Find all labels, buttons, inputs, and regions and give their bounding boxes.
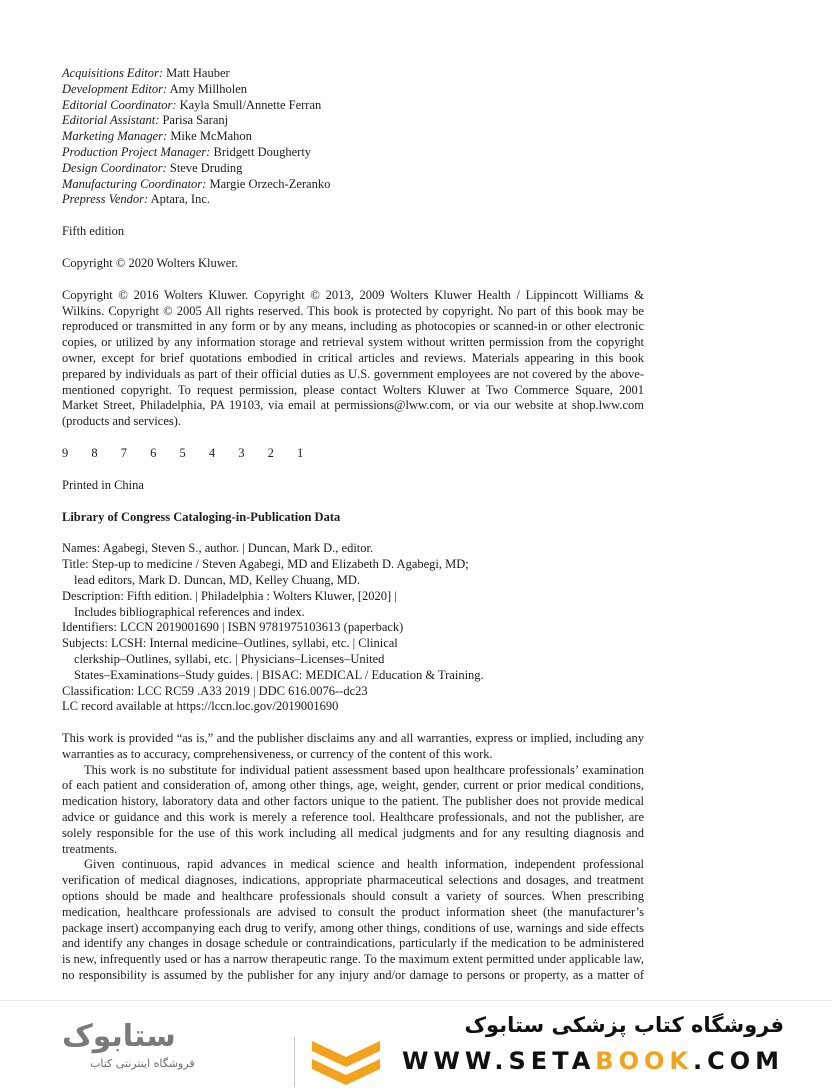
credit-name: Amy Millholen <box>169 81 248 96</box>
disclaimer-paragraph: Given continuous, rapid advances in medical science and health information, independent professional verification of medical diagnoses, indications, appropriate pharmaceutical selections and dosages, and treatment options should be made and healthcare professionals should consult a variety of sources. When prescribing medication, healthcare professionals are advised to consult the product information sheet (the manufacturer’s package insert) accompanying each drug to verify, among other things, conditions of use, warnings and side effects and identify any changes in dosage schedule or contraindications, particularly if the medication to be administered is new, infrequently used or has a narrow therapeutic range. To the maximum extent permitted under applicable law, no responsibility is assumed by the publisher for any injury and/or damage to persons or property, as a matter of <box>62 857 644 983</box>
credit-role: Development Editor: <box>62 81 168 96</box>
credit-name: Matt Hauber <box>166 66 230 80</box>
cip-line: States–Examinations–Study guides. | BISAC: MEDICAL / Education & Training. <box>74 667 484 682</box>
credit-role: Production Project Manager: <box>62 144 211 159</box>
store-name: فروشگاه کتاب پزشکی ستابوک <box>464 1013 784 1037</box>
credit-role: Design Coordinator: <box>62 160 167 175</box>
credit-line <box>62 98 644 114</box>
logo-subtitle: فروشگاه اینترنتی کتاب <box>90 1057 195 1070</box>
chevron-logo-icon <box>310 1037 382 1089</box>
credit-line <box>62 177 644 193</box>
credit-role: Prepress Vendor: <box>62 192 149 207</box>
copyright-notice: Copyright © 2016 Wolters Kluwer. Copyright © 2013, 2009 Wolters Kluwer Health / Lippincott Williams & Wilkins. Copyright © 2005 All rights reserved. This book is protected by copyright. No part of this book may be reproduced or transmitted in any form or by any means, including as photocopies or scanned-in or other electronic copies, or utilized by any information storage and retrieval system without written permission from the copyright owner, except for brief quotations embodied in critical articles and reviews. Materials appearing in this book prepared by individuals as part of their official duties as U.S. government employees are not covered by the above-mentioned copyright. To request permission, please contact Wolters Kluwer at Two Commerce Square, 2001 Market Street, Philadelphia, PA 19103, via email at permissions@lww.com, or via our website at shop.lww.com (products and services). <box>62 287 644 429</box>
disclaimer-paragraph: This work is no substitute for individual patient assessment based upon healthcare professionals’ examination of each patient and consideration of, among other things, age, weight, gender, current or prior medical conditions, medication history, laboratory data and other factors unique to the patient. The publisher does not provide medical advice or guidance and this work is merely a reference tool. Healthcare professionals, and not the publisher, are solely responsible for the use of this work including all medical judgments and for any resulting diagnosis and treatments. <box>62 762 644 856</box>
credit-name: Steve Druding <box>169 160 243 175</box>
printed-in: Printed in China <box>62 477 144 492</box>
credit-line <box>62 145 644 161</box>
disclaimer-paragraph: This work is provided “as is,” and the publisher disclaims any and all warranties, express or implied, including any warranties as to accuracy, comprehensiveness, or currency of the content of this work. <box>62 731 644 761</box>
url-prefix: WWW.SETA <box>401 1047 596 1075</box>
cip-line: Subjects: LCSH: Internal medicine–Outlines, syllabi, etc. | Clinical <box>62 636 398 651</box>
credit-line <box>62 66 644 82</box>
cip-line: Title: Step-up to medicine / Steven Agabegi, MD and Elizabeth D. Agabegi, MD; <box>62 557 469 572</box>
credit-role: Editorial Coordinator: <box>62 97 177 112</box>
cip-heading: Library of Congress Cataloging-in-Publication Data <box>62 509 341 524</box>
cip-line: Classification: LCC RC59 .A33 2019 | DDC 616.0076--dc23 <box>62 683 368 698</box>
credit-role: Manufacturing Coordinator: <box>62 176 207 191</box>
credit-line <box>62 113 644 129</box>
logo-text: ستابوک <box>62 1019 176 1054</box>
cip-line: Names: Agabegi, Steven S., author. | Duncan, Mark D., editor. <box>62 541 374 556</box>
credit-name: Margie Orzech-Zeranko <box>209 176 331 191</box>
cip-line: Includes bibliographical references and index. <box>74 604 305 619</box>
url-suffix: .COM <box>692 1047 784 1075</box>
credit-line <box>62 82 644 98</box>
cip-data-block <box>62 541 644 715</box>
edition-text: Fifth edition <box>62 224 125 239</box>
credit-role: Editorial Assistant: <box>62 113 160 128</box>
credit-line <box>62 192 644 208</box>
copyright-short: Copyright © 2020 Wolters Kluwer. <box>62 255 238 270</box>
credits-list <box>62 66 644 208</box>
credit-role: Acquisitions Editor: <box>62 66 164 80</box>
cip-line: Description: Fifth edition. | Philadelphia : Wolters Kluwer, [2020] | <box>62 588 397 603</box>
cip-line: LC record available at https://lccn.loc.gov/2019001690 <box>62 699 339 714</box>
credit-role: Marketing Manager: <box>62 129 168 144</box>
store-url[interactable] <box>402 1047 784 1075</box>
cip-line: Identifiers: LCCN 2019001690 | ISBN 9781975103613 (paperback) <box>62 620 404 635</box>
credit-line <box>62 129 644 145</box>
cip-line: lead editors, Mark D. Duncan, MD, Kelley Chuang, MD. <box>74 572 361 587</box>
credit-name: Aptara, Inc. <box>150 192 211 207</box>
cip-line: clerkship–Outlines, syllabi, etc. | Physicians–Licenses–United <box>74 651 385 666</box>
credit-name: Kayla Smull/Annette Ferran <box>179 97 322 112</box>
disclaimer-block <box>62 731 644 1000</box>
store-logo <box>62 1019 302 1071</box>
url-accent: BOOK <box>595 1047 693 1075</box>
printing-numbers: 9 8 7 6 5 4 3 2 1 <box>62 445 314 460</box>
credit-name: Parisa Saranj <box>162 113 229 128</box>
copyright-page-content <box>62 66 644 1000</box>
credit-line <box>62 161 644 177</box>
credit-name: Bridgett Dougherty <box>213 144 312 159</box>
credit-name: Mike McMahon <box>170 129 252 144</box>
store-footer-banner <box>0 1000 832 1081</box>
